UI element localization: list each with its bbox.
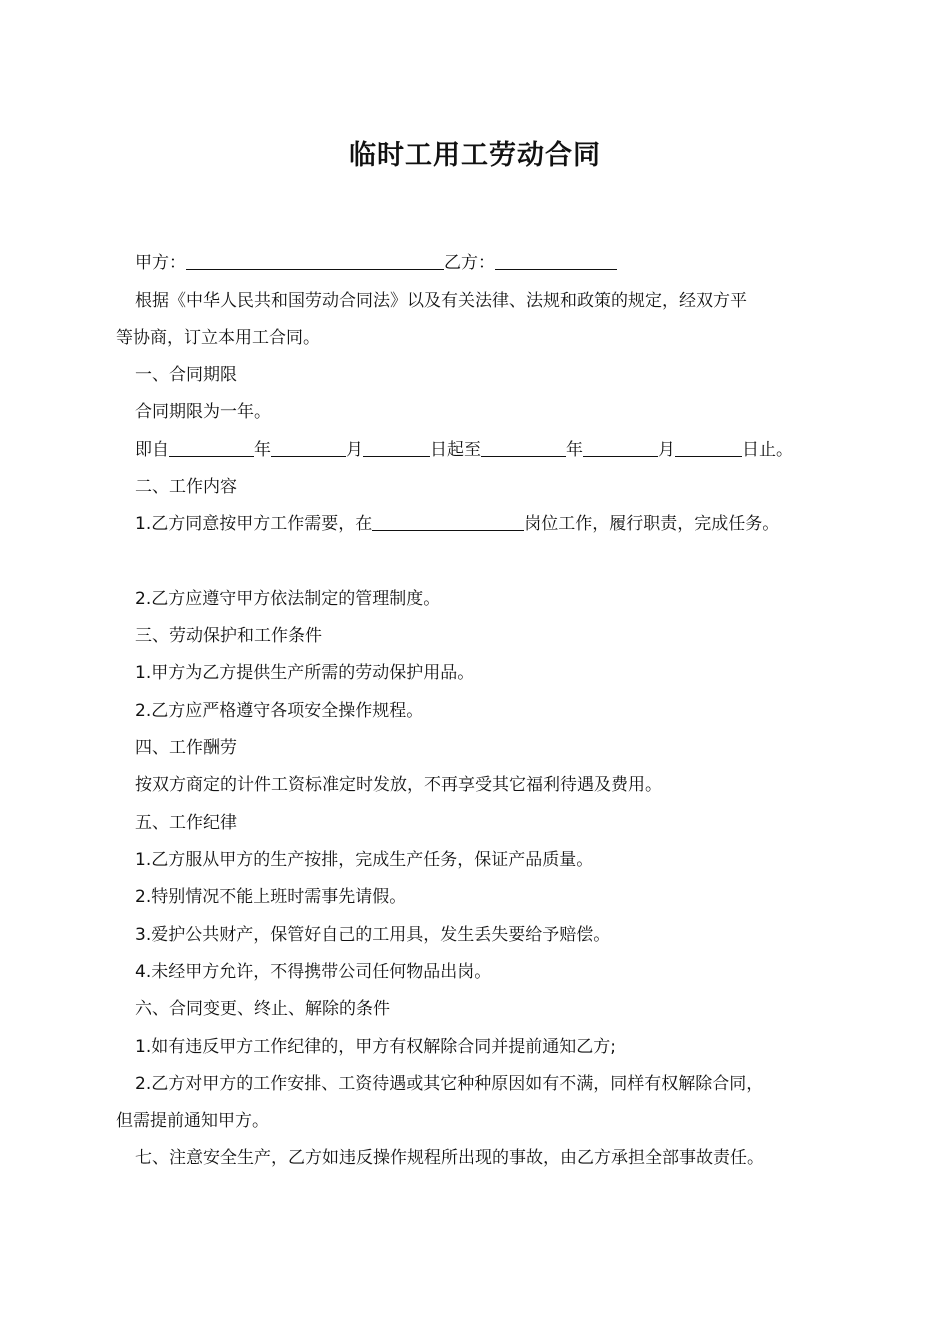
end-year-blank[interactable] xyxy=(481,438,566,457)
document-title: 临时工用工劳动合同 xyxy=(349,140,601,171)
section-5-item-3: 3.爱护公共财产，保管好自己的工用具，发生丢失要给予赔偿。 xyxy=(135,925,611,945)
intro-line-1: 根据《中华人民共和国劳动合同法》以及有关法律、法规和政策的规定，经双方平 xyxy=(135,291,747,311)
section-1-heading: 一、合同期限 xyxy=(135,365,237,385)
section-4-text: 按双方商定的计件工资标准定时发放，不再享受其它福利待遇及费用。 xyxy=(135,775,662,795)
section-5-heading: 五、工作纪律 xyxy=(135,813,237,833)
section-7-text: 七、注意安全生产，乙方如违反操作规程所出现的事故，由乙方承担全部事故责任。 xyxy=(135,1148,764,1168)
month-label: 月 xyxy=(658,440,675,460)
section-5-item-1: 1.乙方服从甲方的生产按排，完成生产任务，保证产品质量。 xyxy=(135,850,594,870)
section-6-item-1: 1.如有违反甲方工作纪律的，甲方有权解除合同并提前通知乙方; xyxy=(135,1037,616,1057)
section-2-item-2: 2.乙方应遵守甲方依法制定的管理制度。 xyxy=(135,589,441,609)
party-b-blank[interactable] xyxy=(495,251,617,270)
section-3-item-2: 2.乙方应严格遵守各项安全操作规程。 xyxy=(135,701,424,721)
end-month-blank[interactable] xyxy=(583,438,658,457)
month-label: 月 xyxy=(346,440,363,460)
intro-line-2: 等协商，订立本用工合同。 xyxy=(116,328,320,348)
start-month-blank[interactable] xyxy=(271,438,346,457)
day-from-label: 日起至 xyxy=(430,440,481,460)
section-3-item-1: 1.甲方为乙方提供生产所需的劳动保护用品。 xyxy=(135,663,475,683)
year-label: 年 xyxy=(566,440,583,460)
start-year-blank[interactable] xyxy=(169,438,254,457)
day-to-label: 日止。 xyxy=(742,440,793,460)
section-6-heading: 六、合同变更、终止、解除的条件 xyxy=(135,999,390,1019)
section-6-item-2-line-2: 但需提前通知甲方。 xyxy=(116,1111,269,1131)
party-a-label: 甲方： xyxy=(135,253,186,273)
section-2-heading: 二、工作内容 xyxy=(135,477,237,497)
item-1-prefix: 1.乙方同意按甲方工作需要，在 xyxy=(135,514,373,534)
section-4-heading: 四、工作酬劳 xyxy=(135,738,237,758)
section-1-text: 合同期限为一年。 xyxy=(135,402,271,422)
end-day-blank[interactable] xyxy=(675,438,742,457)
start-day-blank[interactable] xyxy=(363,438,430,457)
period-prefix: 即自 xyxy=(135,440,169,460)
section-2-item-1 xyxy=(116,512,875,536)
section-5-item-2: 2.特别情况不能上班时需事先请假。 xyxy=(135,887,407,907)
position-blank[interactable] xyxy=(372,512,524,531)
year-label: 年 xyxy=(254,440,271,460)
contract-period-line xyxy=(116,438,875,462)
item-1-suffix: 岗位工作，履行职责，完成任务。 xyxy=(524,514,780,534)
section-5-item-4: 4.未经甲方允许，不得携带公司任何物品出岗。 xyxy=(135,962,492,982)
section-6-item-2-line-1: 2.乙方对甲方的工作安排、工资待遇或其它种种原因如有不满，同样有权解除合同， xyxy=(135,1074,764,1094)
section-3-heading: 三、劳动保护和工作条件 xyxy=(135,626,322,646)
party-a-blank[interactable] xyxy=(186,251,444,270)
parties-line xyxy=(116,251,875,275)
party-b-label: 乙方： xyxy=(444,253,495,273)
